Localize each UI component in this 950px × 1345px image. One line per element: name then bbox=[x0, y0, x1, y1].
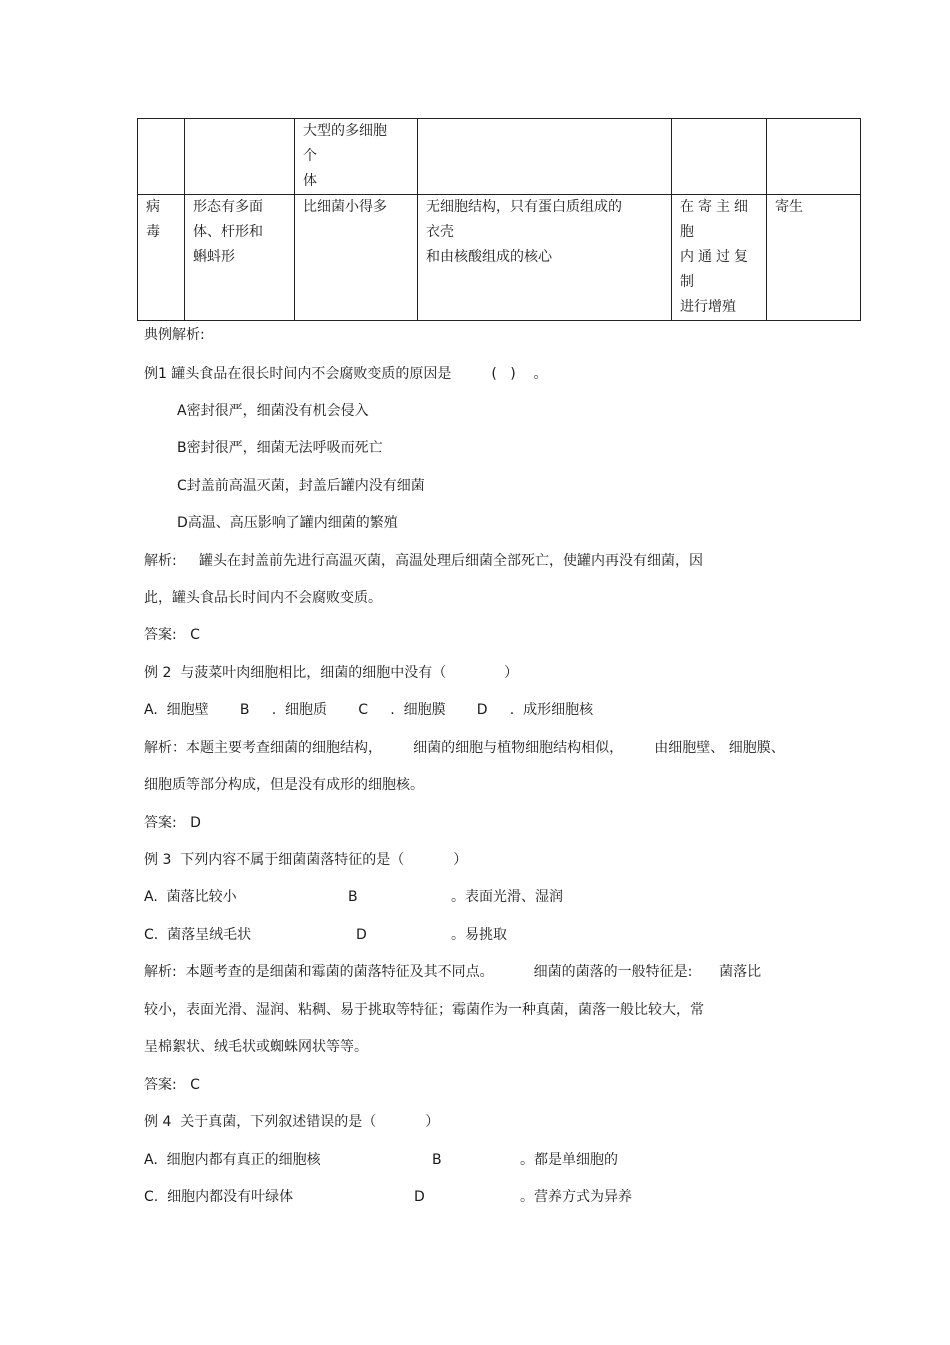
table-cell bbox=[767, 195, 861, 321]
cell-text: 体 bbox=[303, 173, 317, 189]
answer-text: 答案: C bbox=[144, 1077, 200, 1093]
cell-text: 胞 bbox=[680, 224, 694, 240]
explanation-text: 此，罐头食品长时间内不会腐败变质。 bbox=[144, 590, 382, 606]
table-cell bbox=[185, 195, 295, 321]
table-row bbox=[138, 195, 861, 321]
table-cell bbox=[138, 195, 185, 321]
table-cell bbox=[295, 195, 418, 321]
cell-text: 体、杆形和 bbox=[193, 224, 263, 240]
table-cell bbox=[138, 119, 185, 195]
option-text: D高温、高压影响了罐内细菌的繁殖 bbox=[177, 515, 398, 531]
table-cell bbox=[185, 119, 295, 195]
table-cell bbox=[295, 119, 418, 195]
option-text: A密封很严，细菌没有机会侵入 bbox=[177, 403, 369, 419]
explanation-text: 解析: 罐头在封盖前先进行高温灭菌，高温处理后细菌全部死亡，使罐内再没有细菌，因 bbox=[144, 553, 703, 569]
option-text: C封盖前高温灭菌，封盖后罐内没有细菌 bbox=[177, 478, 425, 494]
explanation-text: 解析: 本题考查的是细菌和霉菌的菌落特征及其不同点。 细菌的菌落的一般特征是: 菌落比 bbox=[144, 964, 762, 980]
table-cell bbox=[672, 195, 767, 321]
question-text: 例 4 关于真菌，下列叙述错误的是（ ） bbox=[144, 1114, 440, 1130]
option-letter: B bbox=[348, 889, 358, 905]
option-text: C. 菌落呈绒毛状 bbox=[144, 927, 252, 943]
cell-text: 大型的多细胞 bbox=[303, 123, 387, 139]
comparison-table bbox=[137, 118, 861, 321]
cell-text: 和由核酸组成的核心 bbox=[426, 249, 552, 265]
table-row bbox=[138, 119, 861, 195]
option-text: B密封很严，细菌无法呼吸而死亡 bbox=[177, 440, 383, 456]
cell-text: 形态有多面 bbox=[193, 199, 263, 215]
section-heading: 典例解析: bbox=[144, 327, 205, 343]
cell-text: 蝌蚪形 bbox=[193, 249, 235, 265]
question-text: 例1 罐头食品在很长时间内不会腐败变质的原因是 ( ) 。 bbox=[144, 366, 548, 382]
cell-text: 无细胞结构，只有蛋白质组成的 bbox=[426, 199, 622, 215]
table-cell bbox=[767, 119, 861, 195]
option-text: C. 细胞内都没有叶绿体 bbox=[144, 1189, 294, 1205]
option-text: 。都是单细胞的 bbox=[520, 1152, 618, 1168]
option-letter: D bbox=[414, 1189, 425, 1205]
table-cell bbox=[672, 119, 767, 195]
explanation-text: 呈棉絮状、绒毛状或蜘蛛网状等等。 bbox=[144, 1039, 368, 1055]
cell-text: 在寄主细 bbox=[680, 199, 752, 215]
explanation-text: 细胞质等部分构成，但是没有成形的细胞核。 bbox=[144, 777, 424, 793]
option-text: A. 菌落比较小 bbox=[144, 889, 237, 905]
option-letter: B bbox=[432, 1152, 442, 1168]
answer-text: 答案: C bbox=[144, 627, 200, 643]
table-cell bbox=[418, 195, 672, 321]
table-cell bbox=[418, 119, 672, 195]
cell-text: 寄生 bbox=[775, 199, 803, 215]
answer-text: 答案: D bbox=[144, 815, 201, 831]
option-text: A. 细胞内都有真正的细胞核 bbox=[144, 1152, 321, 1168]
option-text: A. 细胞壁 B . 细胞质 C . 细胞膜 D . 成形细胞核 bbox=[144, 702, 594, 718]
explanation-text: 解析：本题主要考查细菌的细胞结构， 细菌的细胞与植物细胞结构相似， 由细胞壁、 细胞膜、 bbox=[144, 740, 785, 756]
cell-text: 比细菌小得多 bbox=[303, 199, 387, 215]
question-text: 例 3 下列内容不属于细菌菌落特征的是（ ） bbox=[144, 852, 468, 868]
cell-text: 毒 bbox=[146, 224, 160, 240]
cell-text: 内通过复 bbox=[680, 249, 752, 265]
option-text: 。易挑取 bbox=[451, 927, 507, 943]
explanation-text: 较小，表面光滑、湿润、粘稠、易于挑取等特征；霉菌作为一种真菌，菌落一般比较大，常 bbox=[144, 1002, 704, 1018]
option-text: 。营养方式为异养 bbox=[520, 1189, 632, 1205]
option-letter: D bbox=[356, 927, 367, 943]
cell-text: 进行增殖 bbox=[680, 299, 736, 315]
question-text: 例 2 与菠菜叶肉细胞相比，细菌的细胞中没有（ ） bbox=[144, 665, 519, 681]
cell-text: 病 bbox=[146, 199, 160, 215]
cell-text: 制 bbox=[680, 274, 694, 290]
option-text: 。表面光滑、湿润 bbox=[451, 889, 563, 905]
cell-text: 个 bbox=[303, 148, 317, 164]
cell-text: 衣壳 bbox=[426, 224, 454, 240]
